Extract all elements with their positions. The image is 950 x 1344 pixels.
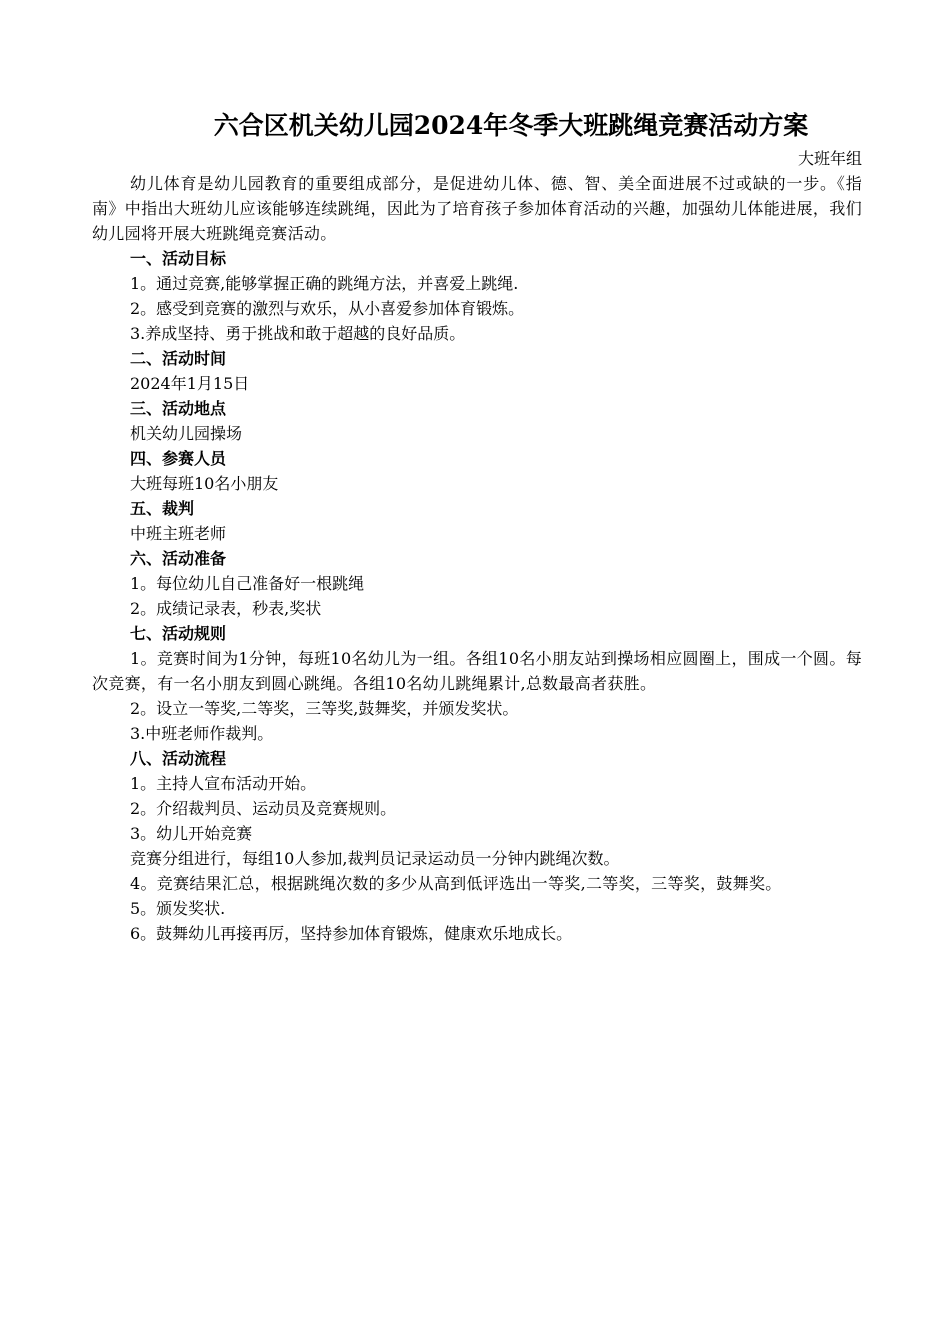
section-line: 1。通过竞赛,能够掌握正确的跳绳方法，并喜爱上跳绳. [130,274,519,293]
section-heading: 五、裁判 [130,499,195,518]
section-line: 3.中班老师作裁判。 [130,724,274,743]
document-author: 大班年组 [797,149,862,168]
section-line: 2。设立一等奖,二等奖，三等奖,鼓舞奖，并颁发奖状。 [130,699,519,718]
section-heading: 一、活动目标 [130,249,227,268]
section-line: 3.养成坚持、勇于挑战和敢于超越的良好品质。 [130,324,466,343]
section-line: 机关幼儿园操场 [130,424,243,443]
section-heading: 七、活动规则 [130,624,227,643]
section-line: 5。颁发奖状. [130,899,226,918]
section-line: 2。感受到竞赛的激烈与欢乐，从小喜爱参加体育锻炼。 [130,299,525,318]
intro-paragraph: 幼儿体育是幼儿园教育的重要组成部分，是促进幼儿体、德、智、美全面进展不过或缺的一步。《指南》中指出大班幼儿应该能够连续跳绳，因此为了培育孩子参加体育活动的兴趣，加强幼儿体能进展，我们幼儿园将开展大班跳绳竞赛活动。 [92,174,862,243]
section-line: 1。每位幼儿自己准备好一根跳绳 [130,574,365,593]
section-line: 竞赛分组进行，每组10人参加,裁判员记录运动员一分钟内跳绳次数。 [130,849,620,868]
section-heading: 二、活动时间 [130,349,227,368]
section-heading: 四、参赛人员 [130,449,227,468]
section-paragraph: 1。竞赛时间为1分钟，每班10名幼儿为一组。各组10名小朋友站到操场相应圆圈上，围成一个圆。每次竞赛，有一名小朋友到圆心跳绳。各组10名幼儿跳绳累计,总数最高者获胜。 [92,649,862,693]
section-line: 大班每班10名小朋友 [130,474,279,493]
section-line: 1。主持人宣布活动开始。 [130,774,317,793]
section-heading: 八、活动流程 [130,749,227,768]
document-title: 六合区机关幼儿园2024年冬季大班跳绳竞赛活动方案 [213,111,809,140]
section-line: 2。成绩记录表，秒表,奖状 [130,599,322,618]
section-paragraph: 4。竞赛结果汇总，根据跳绳次数的多少从高到低评选出一等奖,二等奖，三等奖，鼓舞奖。 [130,874,782,893]
document-page [92,108,862,946]
section-line: 中班主班老师 [130,524,227,543]
section-line: 3。幼儿开始竞赛 [130,824,253,843]
section-line: 6。鼓舞幼儿再接再厉，坚持参加体育锻炼，健康欢乐地成长。 [130,924,573,943]
section-heading: 三、活动地点 [130,399,227,418]
section-heading: 六、活动准备 [130,549,227,568]
section-line: 2。介绍裁判员、运动员及竞赛规则。 [130,799,397,818]
section-line: 2024年1月15日 [130,374,250,393]
